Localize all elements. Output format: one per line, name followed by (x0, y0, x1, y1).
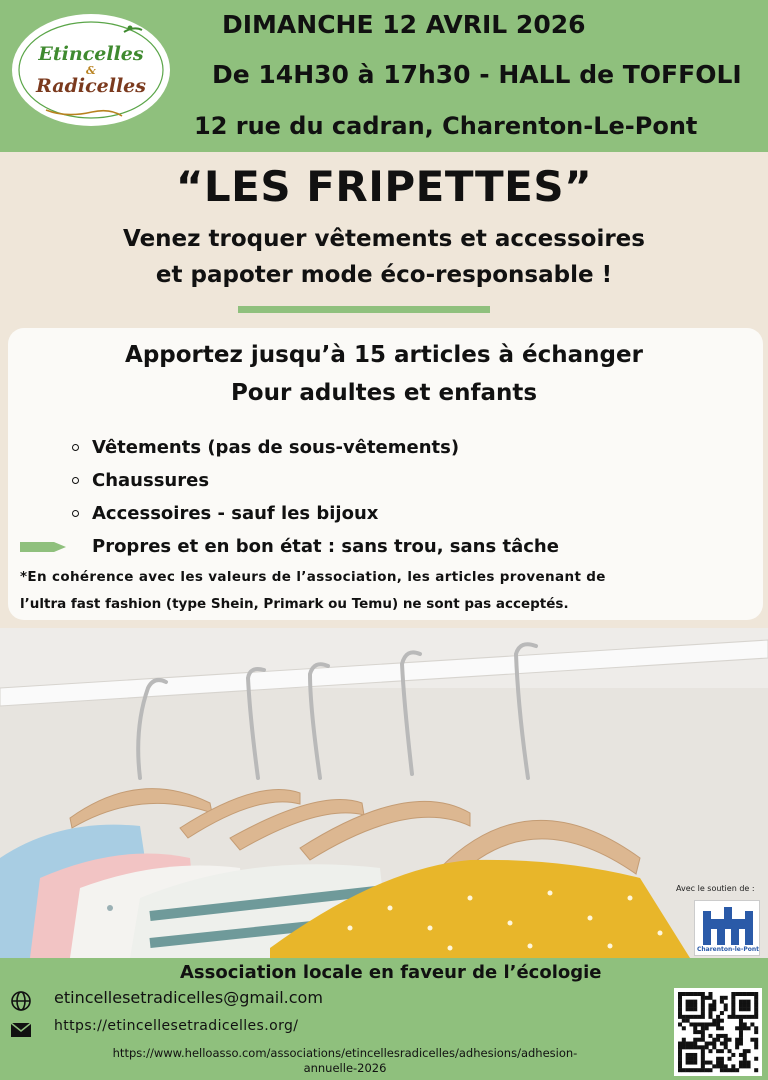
event-hours: De 14H30 à 17h30 - HALL de TOFFOLI (212, 60, 742, 89)
event-date: DIMANCHE 12 AVRIL 2026 (222, 10, 586, 39)
condition-text: Propres et en bon état : sans trou, sans tâche (92, 536, 559, 557)
bullet-icon (72, 444, 79, 451)
list-item-label: Accessoires - sauf les bijoux (92, 503, 379, 524)
arrow-icon (20, 540, 66, 554)
logo-ampersand: & (86, 63, 96, 77)
logo-text-1: Etincelles (38, 42, 144, 65)
sponsor-caption: Avec le soutien de : (676, 884, 755, 893)
note-line-2: l’ultra fast fashion (type Shein, Primark ou Temu) ne sont pas acceptés. (20, 596, 569, 612)
envelope-icon (10, 1022, 32, 1038)
helloasso-link-line-2[interactable]: annuelle-2026 (303, 1061, 387, 1075)
list-item (72, 503, 378, 524)
note-line-1: *En cohérence avec les valeurs de l’association, les articles provenant de (20, 569, 606, 585)
qr-code (674, 988, 762, 1076)
logo-text-2: Radicelles (36, 74, 146, 97)
subtitle-line-1: Venez troquer vêtements et accessoires (123, 226, 645, 252)
globe-icon (10, 990, 32, 1012)
castle-icon (695, 901, 761, 949)
card-heading-1: Apportez jusqu’à 15 articles à échanger (125, 342, 643, 368)
green-divider (238, 306, 490, 313)
card-heading-2: Pour adultes et enfants (230, 380, 538, 406)
association-tagline: Association locale en faveur de l’écologie (180, 962, 602, 983)
list-item (72, 470, 209, 491)
sponsor-name: Charenton-le-Pont (696, 946, 760, 953)
hangers-photo (0, 628, 768, 958)
subtitle-line-2: et papoter mode éco-responsable ! (155, 262, 613, 288)
logo (12, 14, 170, 126)
bullet-icon (72, 477, 79, 484)
sponsor-logo (694, 900, 760, 956)
logo-leaf-ornament (12, 14, 170, 126)
list-item-label: Chaussures (92, 470, 210, 491)
event-title: “LES FRIPETTES” (175, 162, 593, 211)
helloasso-link-line-1[interactable]: https://www.helloasso.com/associations/etincellesradicelles/adhesions/adhesion- (112, 1046, 578, 1060)
list-item-label: Vêtements (pas de sous-vêtements) (92, 437, 460, 458)
website-link[interactable]: https://etincellesetradicelles.org/ (54, 1018, 299, 1034)
list-item (72, 437, 459, 458)
email-link[interactable]: etincellesetradicelles@gmail.com (54, 988, 323, 1007)
bullet-icon (72, 510, 79, 517)
event-address: 12 rue du cadran, Charenton-Le-Pont (194, 112, 698, 140)
